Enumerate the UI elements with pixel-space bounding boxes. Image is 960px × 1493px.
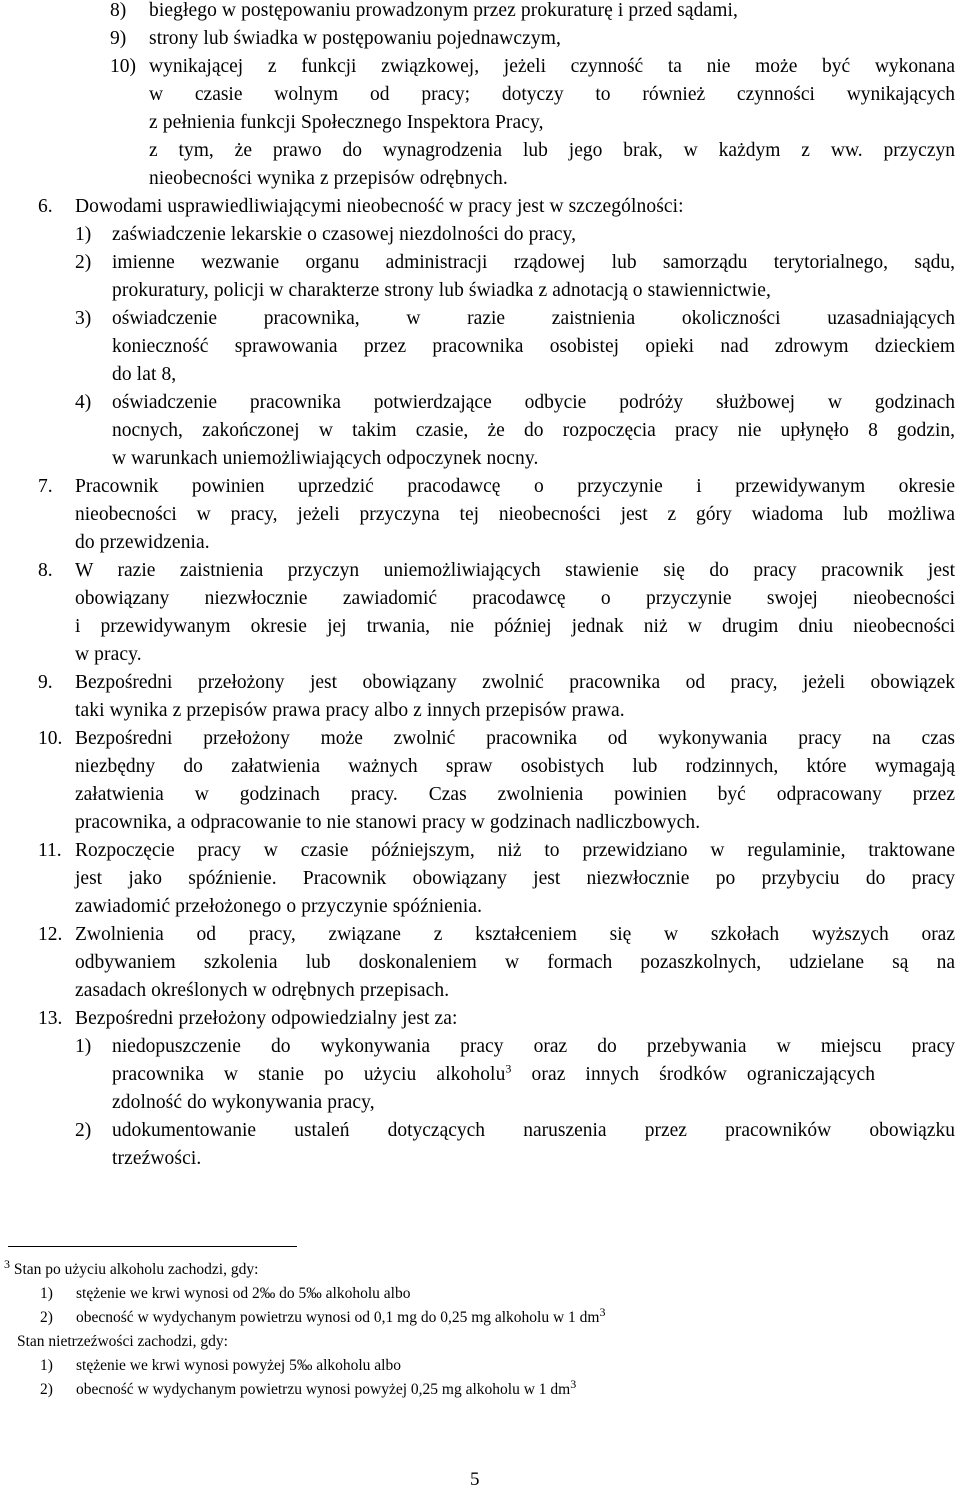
footnote-text: stężenie we krwi wynosi powyżej 5‰ alkoholu albo [76, 1357, 401, 1374]
point-number: 8. [38, 560, 53, 581]
list-number: 2) [75, 252, 92, 273]
point-text: jest jako spóźnienie. Pracownik obowiązany jest niezwłocznie po przybyciu do pracy [75, 868, 955, 889]
point-text: Bezpośredni przełożony jest obowiązany zwolnić pracownika od pracy, jeżeli obowiązek [75, 672, 955, 693]
point-text: w pracy. [75, 644, 142, 665]
list-item-text: oświadczenie pracownika potwierdzające odbycie podróży służbowej w godzinach [112, 392, 955, 413]
list-item-text: do lat 8, [112, 364, 177, 385]
point-text: Zwolnienia od pracy, związane z kształceniem się w szkołach wyższych oraz [75, 924, 955, 945]
point-text: odbywaniem szkolenia lub doskonaleniem w formach pozaszkolnych, udzielane są na [75, 952, 955, 973]
point-text: W razie zaistnienia przyczyn uniemożliwiających stawienie się do pracy pracownik jest [75, 560, 955, 581]
point-text: taki wynika z przepisów prawa pracy albo z innych przepisów prawa. [75, 700, 625, 721]
point-text: Bezpośredni przełożony może zwolnić pracownika od wykonywania pracy na czas [75, 728, 955, 749]
footnote-text: obecność w wydychanym powietrzu wynosi od 0,1 mg do 0,25 mg alkoholu w 1 $dm^3$ [76, 1304, 606, 1326]
list-item-text: prokuratury, policji w charakterze strony lub świadka z adnotacją o stawiennictwie, [112, 280, 771, 301]
footnote-number: 1) [40, 1285, 53, 1302]
point-text: Dowodami usprawiedliwiającymi nieobecność w pracy jest w szczególności: [75, 196, 684, 217]
list-number: 10) [110, 56, 136, 77]
list-number: 8) [110, 0, 127, 21]
footnote-text: obecność w wydychanym powietrzu wynosi powyżej 0,25 mg alkoholu w 1 $dm^3$ [76, 1376, 577, 1398]
list-item-text: oświadczenie pracownika, w razie zaistnienia okoliczności uzasadniających [112, 308, 955, 329]
footnote-separator [8, 1246, 297, 1247]
point-text: pracownika, a odpracowanie to nie stanowi pracy w godzinach nadliczbowych. [75, 812, 701, 833]
list-item-text: biegłego w postępowaniu prowadzonym przez prokuraturę i przed sądami, [149, 0, 738, 21]
point-number: 7. [38, 476, 53, 497]
point-text: zasadach określonych w odrębnych przepisach. [75, 980, 450, 1001]
point-text: Bezpośredni przełożony odpowiedzialny jest za: [75, 1008, 458, 1029]
point-number: 6. [38, 196, 53, 217]
point-number: 10. [38, 728, 63, 749]
footnote-number: 2) [40, 1381, 53, 1398]
point-text: do przewidzenia. [75, 532, 210, 553]
list-item-text: nocnych, zakończonej w takim czasie, że do rozpoczęcia pracy nie upłynęło 8 godzin, [112, 420, 955, 441]
footnote-number: 2) [40, 1309, 53, 1326]
point-number: 11. [38, 840, 62, 861]
list-item-text: zaświadczenie lekarskie o czasowej niezdolności do pracy, [112, 224, 577, 245]
list-item-text: w czasie wolnym od pracy; dotyczy to również czynności wynikających [149, 84, 955, 105]
list-item-text: z tym, że prawo do wynagrodzenia lub jego brak, w każdym z ww. przyczyn [149, 140, 955, 161]
list-item-text: imienne wezwanie organu administracji rządowej lub samorządu terytorialnego, sądu, [112, 252, 955, 273]
point-text: niezbędny do załatwienia ważnych spraw osobistych lub rodzinnych, które wymagają [75, 756, 955, 777]
footnote-title: $^3$ Stan po użyciu alkoholu zachodzi, gdy: [4, 1256, 259, 1278]
list-item-text: trzeźwości. [112, 1148, 202, 1169]
point-number: 12. [38, 924, 63, 945]
list-item-text: konieczność sprawowania przez pracownika osobistej opieki nad zdrowym dzieckiem [112, 336, 955, 357]
list-number: 3) [75, 308, 92, 329]
footnote-reference: 3 [505, 1061, 512, 1076]
list-item-text: w warunkach uniemożliwiających odpoczynek nocny. [112, 448, 539, 469]
point-text: zawiadomić przełożonego o przyczynie spóźnienia. [75, 896, 483, 917]
list-item-text: pracownika w stanie po użyciu alkoholu$^3$ oraz innych środków ograniczających [112, 1061, 876, 1085]
point-text: nieobecności w pracy, jeżeli przyczyna tej nieobecności jest z góry wiadoma lub możliwa [75, 504, 955, 525]
list-item-text: nieobecności wynika z przepisów odrębnych. [149, 168, 508, 189]
point-number: 13. [38, 1008, 63, 1029]
list-item-text: udokumentowanie ustaleń dotyczących naruszenia przez pracowników obowiązku [112, 1120, 955, 1141]
list-number: 4) [75, 392, 92, 413]
list-item-text: wynikającej z funkcji związkowej, jeżeli czynność ta nie może być wykonana [149, 56, 955, 77]
point-text: i przewidywanym okresie jej trwania, nie później jednak niż w drugim dniu nieobecności [75, 616, 955, 637]
list-item-text: zdolność do wykonywania pracy, [112, 1092, 375, 1113]
point-text: Pracownik powinien uprzedzić pracodawcę o przyczynie i przewidywanym okresie [75, 476, 955, 497]
list-item-text: strony lub świadka w postępowaniu pojednawczym, [149, 28, 561, 49]
footnote-mark: 3 [4, 1256, 10, 1271]
list-number: 1) [75, 224, 92, 245]
page-number: 5 [470, 1469, 480, 1490]
point-text: załatwienia w godzinach pracy. Czas zwolnienia powinien być odpracowany przez [75, 784, 955, 805]
list-item-text: niedopuszczenie do wykonywania pracy oraz do przebywania w miejscu pracy [112, 1036, 955, 1057]
list-number: 1) [75, 1036, 92, 1057]
footnote-title: Stan nietrzeźwości zachodzi, gdy: [17, 1333, 228, 1350]
list-number: 9) [110, 28, 127, 49]
point-text: obowiązany niezwłocznie zawiadomić pracodawcę o przyczynie swojej nieobecności [75, 588, 955, 609]
point-text: Rozpoczęcie pracy w czasie późniejszym, niż to przewidziano w regulaminie, traktowane [75, 840, 955, 861]
list-item-text: z pełnienia funkcji Społecznego Inspektora Pracy, [149, 112, 544, 133]
list-number: 2) [75, 1120, 92, 1141]
footnote-number: 1) [40, 1357, 53, 1374]
point-number: 9. [38, 672, 53, 693]
footnote-text: stężenie we krwi wynosi od 2‰ do 5‰ alkoholu albo [76, 1285, 411, 1302]
